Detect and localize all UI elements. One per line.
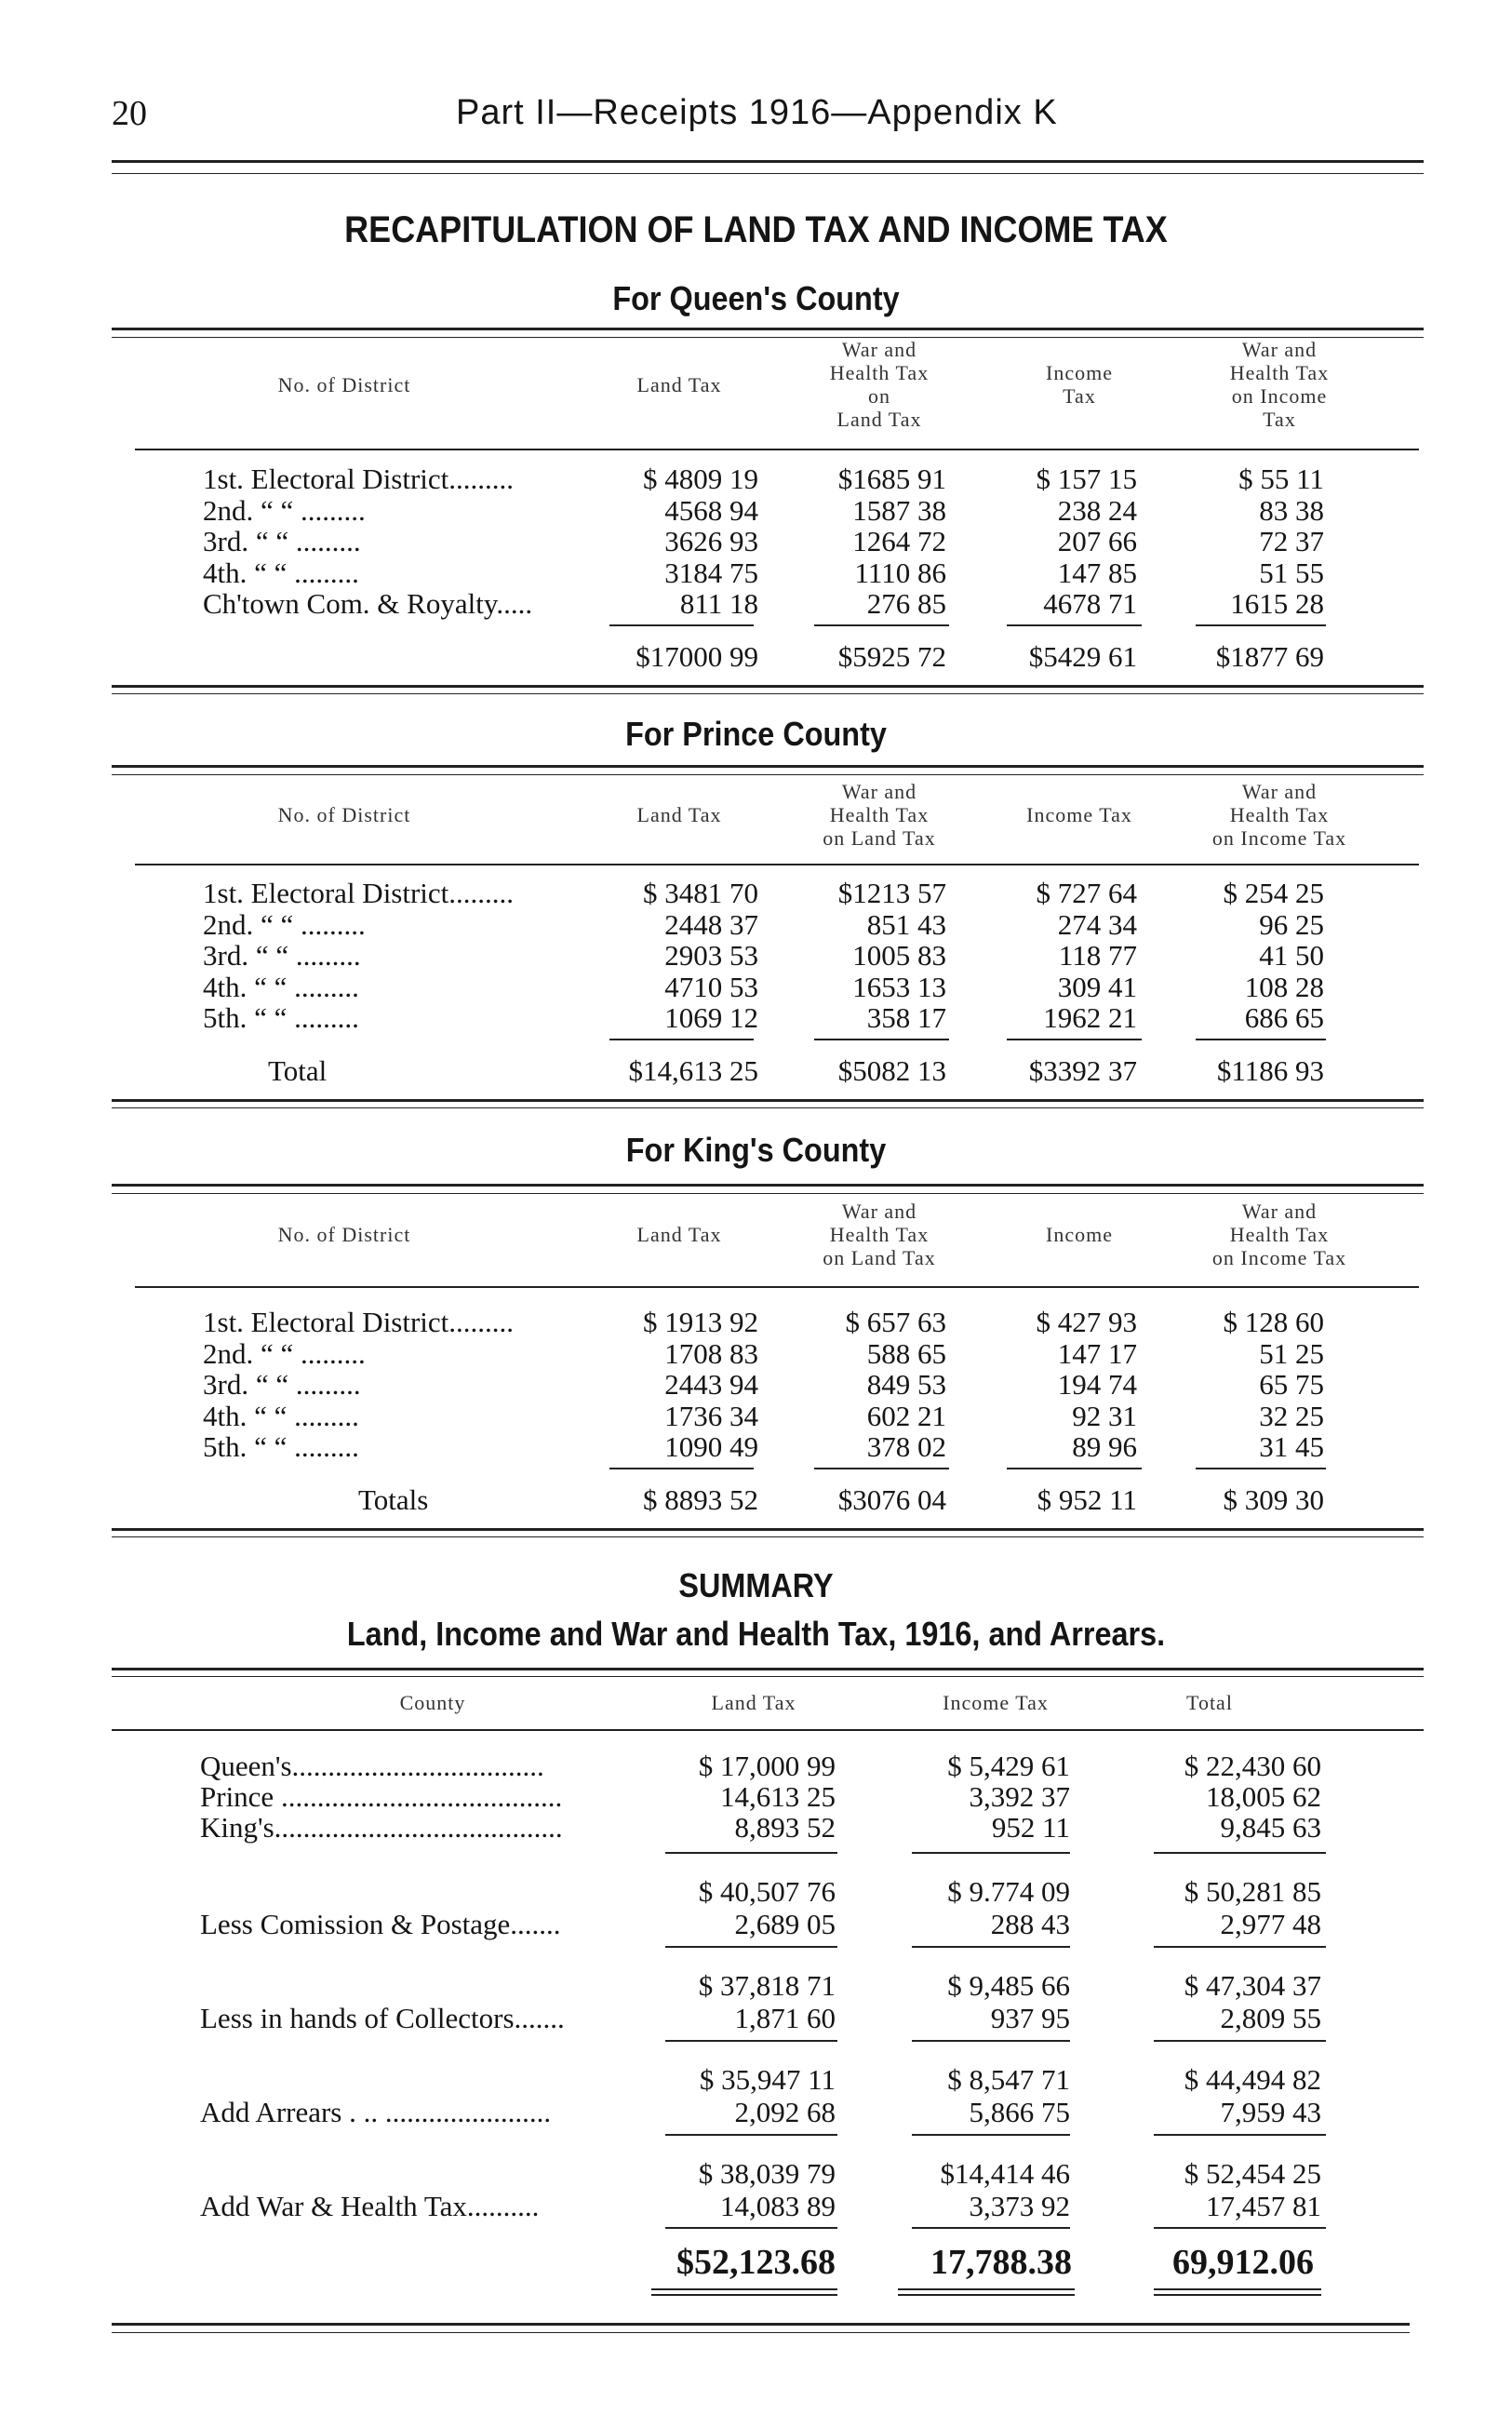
page-bottom-rule-thin [112, 2332, 1410, 2333]
total-land: $14,613 25 [628, 1053, 758, 1087]
subtotal-land: $ 40,507 76 [698, 1875, 836, 1908]
summary-total: 18,005 62 [1206, 1780, 1321, 1813]
table-top-rule-thin [112, 774, 1424, 775]
summary-land: $ 17,000 99 [698, 1750, 836, 1782]
sum-rule [1196, 624, 1326, 626]
summary-inc: $ 5,429 61 [947, 1750, 1070, 1782]
grand-total-rule [665, 2227, 837, 2229]
county-label: King's........................................ [200, 1811, 563, 1844]
cell-land: 1736 34 [664, 1399, 758, 1432]
total-label: Totals [358, 1482, 429, 1516]
subtotal-total: $ 44,494 82 [1184, 2063, 1321, 2096]
table-bottom-rule-thin [112, 693, 1424, 694]
subtotal-total: $ 50,281 85 [1184, 1875, 1321, 1908]
subtotal-rule [912, 1852, 1070, 1854]
county-label: Queen's................................... [200, 1750, 544, 1782]
grand-underline [898, 2288, 1075, 2290]
grand-total-rule [1154, 2227, 1326, 2229]
cell-whl: 1264 72 [852, 525, 946, 557]
cell-whl: 588 65 [866, 1336, 946, 1370]
cell-whi: 51 25 [1259, 1336, 1324, 1370]
adjustment-land: 1,871 60 [734, 2002, 836, 2034]
column-header: No. of District [277, 372, 411, 396]
subtotal-rule [665, 2134, 837, 2136]
adjustment-total: 2,977 48 [1220, 1908, 1321, 1940]
total-land: $ 8893 52 [643, 1482, 758, 1516]
cell-land: 3626 93 [664, 525, 758, 557]
cell-inc: 194 74 [1057, 1368, 1137, 1401]
district-label: 1st. Electoral District......... [203, 877, 515, 909]
subtotal-land: $ 35,947 11 [699, 2063, 836, 2096]
cell-whi: 72 37 [1259, 525, 1324, 557]
cell-whi: 96 25 [1259, 907, 1324, 941]
sum-rule [1007, 1468, 1142, 1469]
summary-header: County [399, 1691, 466, 1714]
adjustment-label: Less in hands of Collectors....... [200, 2002, 565, 2034]
adjustment-total: 17,457 81 [1206, 2190, 1321, 2222]
county-heading: For King's County [625, 1131, 887, 1169]
cell-inc: 92 31 [1072, 1399, 1137, 1432]
cell-whl: 358 17 [866, 1001, 946, 1034]
page-number: 20 [112, 94, 147, 133]
summary-land: 14,613 25 [720, 1780, 836, 1813]
column-header: Land Tax [636, 802, 722, 826]
cell-whi: 108 28 [1244, 970, 1324, 1003]
column-header: War and Health Tax on Income Tax [1211, 779, 1347, 850]
subtotal-rule [665, 2040, 837, 2042]
county-heading: For Prince County [625, 715, 887, 753]
cell-inc: 147 85 [1057, 556, 1137, 589]
cell-whi: 51 55 [1259, 556, 1324, 589]
grand-underline [651, 2288, 837, 2290]
cell-whl: 1653 13 [852, 970, 946, 1003]
cell-land: 3184 75 [664, 556, 758, 589]
sum-rule [814, 1039, 949, 1040]
table-bottom-rule [112, 1528, 1424, 1531]
cell-land: 1069 12 [664, 1001, 758, 1034]
cell-inc: 274 34 [1057, 907, 1137, 941]
cell-whi: 83 38 [1259, 493, 1324, 527]
sum-rule [814, 624, 949, 626]
subtotal-rule [665, 1946, 837, 1948]
cell-whl: $1685 91 [837, 463, 946, 495]
column-header: War and Health Tax on Land Tax [823, 1199, 936, 1269]
cell-whl: 849 53 [866, 1368, 946, 1401]
header-rule-thin [112, 173, 1424, 174]
header-bottom-rule [135, 864, 1419, 865]
adjustment-label: Less Comission & Postage....... [200, 1908, 561, 1940]
cell-land: $ 1913 92 [643, 1306, 758, 1338]
cell-inc: 147 17 [1057, 1336, 1137, 1370]
cell-whi: 32 25 [1259, 1399, 1324, 1432]
column-header: Income [1046, 1222, 1113, 1246]
cell-inc: $ 157 15 [1036, 463, 1137, 495]
total-label: Total [268, 1053, 328, 1087]
page-bottom-rule [112, 2323, 1410, 2326]
grand-total-total: 69,912.06 [1172, 2243, 1314, 2282]
cell-inc: 89 96 [1072, 1430, 1137, 1463]
cell-whl: 276 85 [866, 587, 946, 620]
cell-inc: 238 24 [1057, 493, 1137, 527]
cell-inc: 118 77 [1058, 939, 1137, 972]
subtotal-land: $ 37,818 71 [698, 1969, 836, 2002]
header-bottom-rule [135, 449, 1419, 450]
cell-inc: 4678 71 [1043, 587, 1137, 620]
subtotal-rule [912, 2134, 1070, 2136]
adjustment-total: 7,959 43 [1220, 2096, 1321, 2128]
cell-land: 2443 94 [664, 1368, 758, 1401]
district-label: 5th. “ “ ......... [203, 1001, 359, 1034]
cell-whi: 41 50 [1259, 939, 1324, 972]
column-header: Land Tax [636, 1222, 722, 1246]
cell-land: 811 18 [679, 587, 758, 620]
grand-underline-2 [651, 2294, 837, 2296]
cell-land: $ 4809 19 [643, 463, 758, 495]
cell-whi: 31 45 [1259, 1430, 1324, 1463]
sum-rule [609, 1468, 754, 1469]
subtotal-rule [1154, 1946, 1326, 1948]
cell-whl: 1005 83 [852, 939, 946, 972]
cell-land: 4710 53 [664, 970, 758, 1003]
column-header: War and Health Tax on Income Tax [1211, 1199, 1347, 1269]
cell-inc: 1962 21 [1043, 1001, 1137, 1034]
sum-rule [609, 624, 754, 626]
summary-inc: 3,392 37 [969, 1780, 1070, 1813]
total-inc: $ 952 11 [1037, 1482, 1137, 1516]
summary-top-rule [112, 1668, 1424, 1670]
subtotal-rule [912, 2040, 1070, 2042]
district-label: 4th. “ “ ......... [203, 1399, 359, 1432]
cell-whi: 1615 28 [1230, 587, 1324, 620]
adjustment-inc: 288 43 [990, 1908, 1070, 1940]
subtotal-inc: $ 9,485 66 [947, 1969, 1070, 2002]
cell-inc: 207 66 [1057, 525, 1137, 557]
column-header: No. of District [277, 1222, 411, 1246]
cell-whi: 686 65 [1244, 1001, 1324, 1034]
cell-land: 2448 37 [664, 907, 758, 941]
main-title: RECAPITULATION OF LAND TAX AND INCOME TAX [344, 209, 1168, 250]
subtotal-rule [1154, 2134, 1326, 2136]
grand-underline-2 [1154, 2294, 1321, 2296]
summary-title: SUMMARY [678, 1566, 834, 1604]
subtotal-rule [665, 1852, 837, 1854]
adjustment-land: 14,083 89 [720, 2190, 836, 2222]
sum-rule [1007, 1039, 1142, 1040]
summary-inc: 952 11 [991, 1811, 1070, 1844]
district-label: Ch'town Com. & Royalty..... [203, 587, 533, 620]
running-head: Part II—Receipts 1916—Appendix K [456, 93, 1058, 132]
cell-whl: $1213 57 [837, 877, 946, 909]
adjustment-inc: 5,866 75 [969, 2096, 1070, 2128]
total-whi: $1877 69 [1215, 639, 1324, 673]
district-label: 4th. “ “ ......... [203, 970, 359, 1003]
district-label: 2nd. “ “ ......... [203, 907, 366, 941]
total-inc: $3392 37 [1028, 1053, 1137, 1087]
subtotal-total: $ 47,304 37 [1184, 1969, 1321, 2002]
subtotal-total: $ 52,454 25 [1184, 2157, 1321, 2190]
summary-total: $ 22,430 60 [1184, 1750, 1321, 1782]
sum-rule [1007, 624, 1142, 626]
summary-header: Land Tax [711, 1691, 796, 1714]
column-header: Income Tax [1026, 802, 1132, 826]
cell-whl: 602 21 [866, 1399, 946, 1432]
cell-whl: 1110 86 [854, 556, 946, 589]
cell-whi: 65 75 [1259, 1368, 1324, 1401]
adjustment-land: 2,689 05 [734, 1908, 836, 1940]
table-top-rule-thin [112, 1193, 1424, 1194]
subtotal-inc: $ 9.774 09 [947, 1875, 1070, 1908]
adjustment-total: 2,809 55 [1220, 2002, 1321, 2034]
cell-whl: $ 657 63 [845, 1306, 946, 1338]
summary-header: Total [1186, 1691, 1233, 1714]
cell-land: 1708 83 [664, 1336, 758, 1370]
district-label: 2nd. “ “ ......... [203, 1336, 366, 1370]
total-whl: $5082 13 [837, 1053, 946, 1087]
subtotal-inc: $ 8,547 71 [947, 2063, 1070, 2096]
grand-total-rule [912, 2227, 1070, 2229]
cell-whl: 1587 38 [852, 493, 946, 527]
district-label: 5th. “ “ ......... [203, 1430, 359, 1463]
subtotal-land: $ 38,039 79 [698, 2157, 836, 2190]
header-bottom-rule [135, 1286, 1419, 1288]
sum-rule [1196, 1039, 1326, 1040]
cell-land: $ 3481 70 [643, 877, 758, 909]
adjustment-inc: 937 95 [990, 2002, 1070, 2034]
table-bottom-rule [112, 1099, 1424, 1102]
district-label: 1st. Electoral District......... [203, 1306, 515, 1338]
grand-total-inc: 17,788.38 [930, 2243, 1072, 2282]
district-label: 1st. Electoral District......... [203, 463, 515, 495]
grand-underline [1154, 2288, 1321, 2290]
total-whl: $3076 04 [837, 1482, 946, 1516]
subtotal-rule [1154, 2040, 1326, 2042]
cell-land: 1090 49 [664, 1430, 758, 1463]
table-bottom-rule-thin [112, 1107, 1424, 1108]
table-top-rule [112, 765, 1424, 768]
summary-total: 9,845 63 [1220, 1811, 1321, 1844]
sum-rule [609, 1039, 754, 1040]
table-bottom-rule-thin [112, 1536, 1424, 1537]
adjustment-label: Add War & Health Tax.......... [200, 2190, 540, 2222]
total-whl: $5925 72 [837, 639, 946, 673]
district-label: 3rd. “ “ ......... [203, 525, 361, 557]
header-rule [112, 160, 1424, 163]
summary-subtitle: Land, Income and War and Health Tax, 1916, and Arrears. [346, 1615, 1166, 1653]
cell-whi: $ 55 11 [1238, 463, 1324, 495]
summary-land: 8,893 52 [734, 1811, 836, 1844]
column-header: Income Tax [1046, 361, 1113, 408]
summary-header: Income Tax [943, 1691, 1049, 1714]
county-heading: For Queen's County [612, 279, 900, 317]
cell-inc: $ 427 93 [1036, 1306, 1137, 1338]
cell-whi: $ 128 60 [1223, 1306, 1324, 1338]
cell-land: 2903 53 [664, 939, 758, 972]
column-header: War and Health Tax on Income Tax [1229, 338, 1330, 431]
district-label: 3rd. “ “ ......... [203, 939, 361, 972]
total-whi: $1186 93 [1216, 1053, 1324, 1087]
table-top-rule [112, 1184, 1424, 1187]
table-top-rule [112, 328, 1424, 330]
sum-rule [814, 1468, 949, 1469]
column-header: No. of District [277, 802, 411, 826]
cell-land: 4568 94 [664, 493, 758, 527]
adjustment-inc: 3,373 92 [969, 2190, 1070, 2222]
subtotal-rule [1154, 1852, 1326, 1854]
cell-inc: $ 727 64 [1036, 877, 1137, 909]
cell-whl: 851 43 [866, 907, 946, 941]
cell-whl: 378 02 [866, 1430, 946, 1463]
cell-whi: $ 254 25 [1223, 877, 1324, 909]
summary-header-rule [112, 1729, 1424, 1731]
district-label: 3rd. “ “ ......... [203, 1368, 361, 1401]
column-header: War and Health Tax on Land Tax [829, 338, 930, 431]
column-header: Land Tax [636, 372, 722, 396]
adjustment-label: Add Arrears . .. ....................... [200, 2096, 552, 2128]
district-label: 2nd. “ “ ......... [203, 493, 366, 527]
sum-rule [1196, 1468, 1326, 1469]
summary-top-rule-thin [112, 1676, 1424, 1677]
subtotal-rule [912, 1946, 1070, 1948]
grand-underline-2 [898, 2294, 1075, 2296]
subtotal-inc: $14,414 46 [940, 2157, 1070, 2190]
total-inc: $5429 61 [1028, 639, 1137, 673]
adjustment-land: 2,092 68 [734, 2096, 836, 2128]
total-land: $17000 99 [636, 639, 758, 673]
cell-inc: 309 41 [1057, 970, 1137, 1003]
district-label: 4th. “ “ ......... [203, 556, 359, 589]
county-label: Prince ....................................... [200, 1780, 563, 1813]
total-whi: $ 309 30 [1223, 1482, 1324, 1516]
grand-total-land: $52,123.68 [676, 2243, 836, 2282]
table-bottom-rule [112, 685, 1424, 688]
column-header: War and Health Tax on Land Tax [823, 779, 936, 850]
